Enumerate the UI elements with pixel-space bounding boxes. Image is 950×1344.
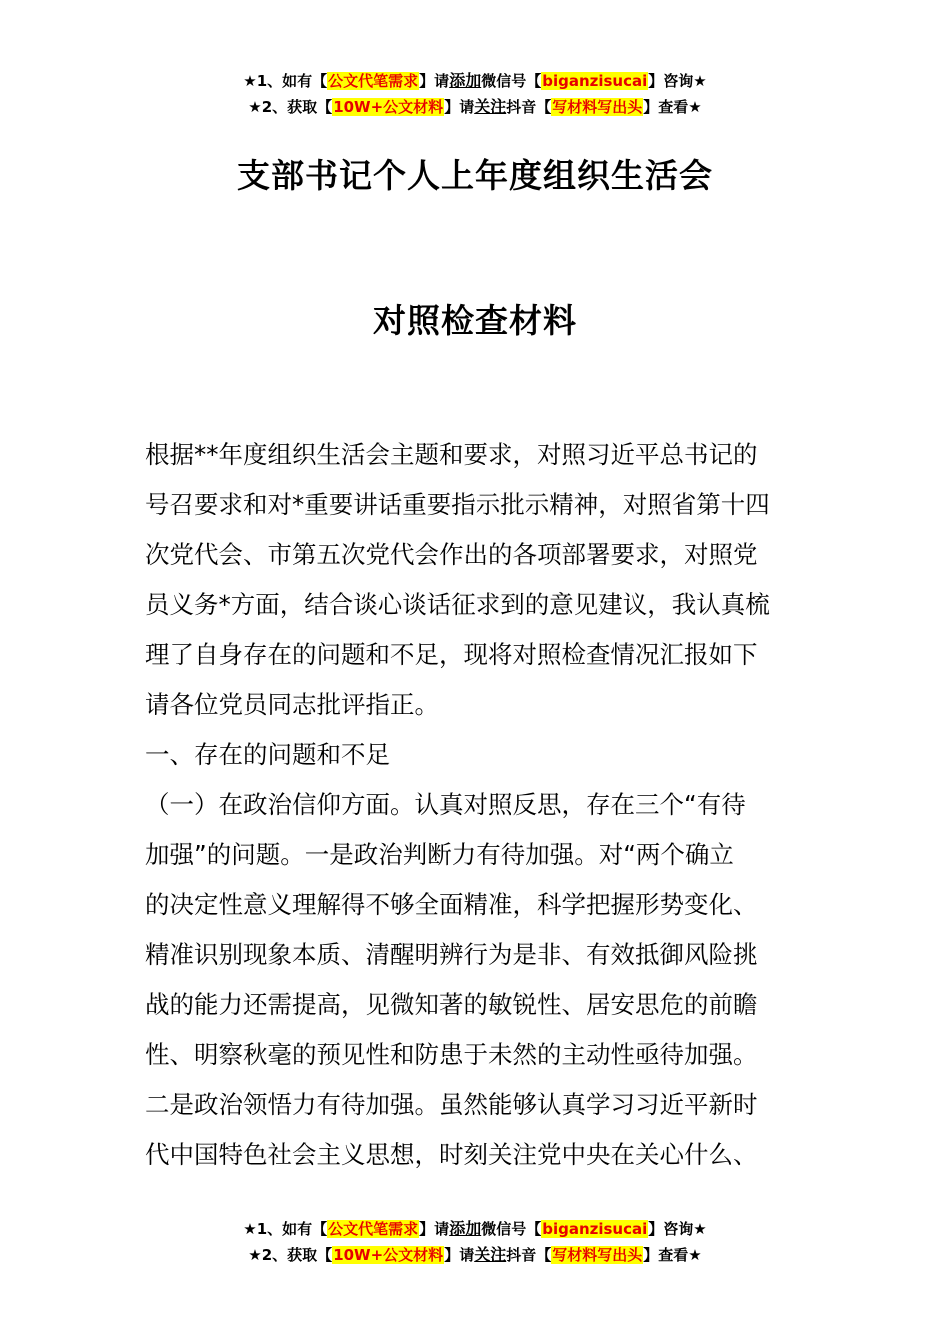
promo-line-2: ★2、获取【10W+公文材料】请关注抖音【写材料写出头】查看★ bbox=[248, 1245, 702, 1264]
body-line: 根据**年度组织生活会主题和要求，对照习近平总书记的 bbox=[145, 440, 758, 469]
highlight-service: 公文代笔需求 bbox=[328, 1220, 419, 1238]
highlight-service: 公文代笔需求 bbox=[328, 72, 419, 90]
highlight-wechat-id: biganzisucai bbox=[542, 72, 648, 90]
highlight-materials: 10W+公文材料 bbox=[333, 1246, 444, 1264]
body-line: 请各位党员同志批评指正。 bbox=[145, 690, 439, 719]
highlight-douyin-account: 写材料写出头 bbox=[552, 1246, 643, 1264]
body-line: 的决定性意义理解得不够全面精准，科学把握形势变化、 bbox=[145, 890, 758, 919]
body-line: 号召要求和对*重要讲话重要指示批示精神，对照省第十四 bbox=[145, 490, 770, 519]
promo-banner-bottom bbox=[0, 1216, 950, 1268]
promo-line-1: ★1、如有【公文代笔需求】请添加微信号【biganzisucai】咨询★ bbox=[243, 1219, 707, 1238]
promo-line-2: ★2、获取【10W+公文材料】请关注抖音【写材料写出头】查看★ bbox=[248, 97, 702, 116]
section-heading: 一、存在的问题和不足 bbox=[145, 740, 390, 769]
body-line: 战的能力还需提高，见微知著的敏锐性、居安思危的前瞻 bbox=[145, 990, 758, 1019]
body-line: 次党代会、市第五次党代会作出的各项部署要求，对照党 bbox=[145, 540, 758, 569]
body-line: 员义务*方面，结合谈心谈话征求到的意见建议，我认真梳 bbox=[145, 590, 770, 619]
body-line: 加强”的问题。一是政治判断力有待加强。对“两个确立 bbox=[145, 840, 734, 869]
promo-banner-top bbox=[0, 68, 950, 120]
body-line: 性、明察秋毫的预见性和防患于未然的主动性亟待加强。 bbox=[145, 1040, 758, 1069]
promo-line-1: ★1、如有【公文代笔需求】请添加微信号【biganzisucai】咨询★ bbox=[243, 71, 707, 90]
document-body bbox=[145, 430, 810, 1180]
underlined-add: 添加 bbox=[449, 1219, 482, 1238]
highlight-wechat-id: biganzisucai bbox=[542, 1220, 648, 1238]
highlight-douyin-account: 写材料写出头 bbox=[552, 98, 643, 116]
body-line: 精准识别现象本质、清醒明辨行为是非、有效抵御风险挑 bbox=[145, 940, 758, 969]
body-line: 理了自身存在的问题和不足，现将对照检查情况汇报如下 bbox=[145, 640, 758, 669]
body-line: 二是政治领悟力有待加强。虽然能够认真学习习近平新时 bbox=[145, 1090, 758, 1119]
body-line: （一）在政治信仰方面。认真对照反思，存在三个“有待 bbox=[145, 790, 746, 819]
underlined-add: 添加 bbox=[449, 71, 482, 90]
highlight-materials: 10W+公文材料 bbox=[333, 98, 444, 116]
document-subtitle: 对照检查材料 bbox=[373, 301, 577, 340]
body-line: 代中国特色社会主义思想，时刻关注党中央在关心什么、 bbox=[145, 1140, 758, 1169]
underlined-follow: 关注 bbox=[474, 1245, 507, 1264]
underlined-follow: 关注 bbox=[474, 97, 507, 116]
document-title: 支部书记个人上年度组织生活会 bbox=[237, 156, 713, 195]
